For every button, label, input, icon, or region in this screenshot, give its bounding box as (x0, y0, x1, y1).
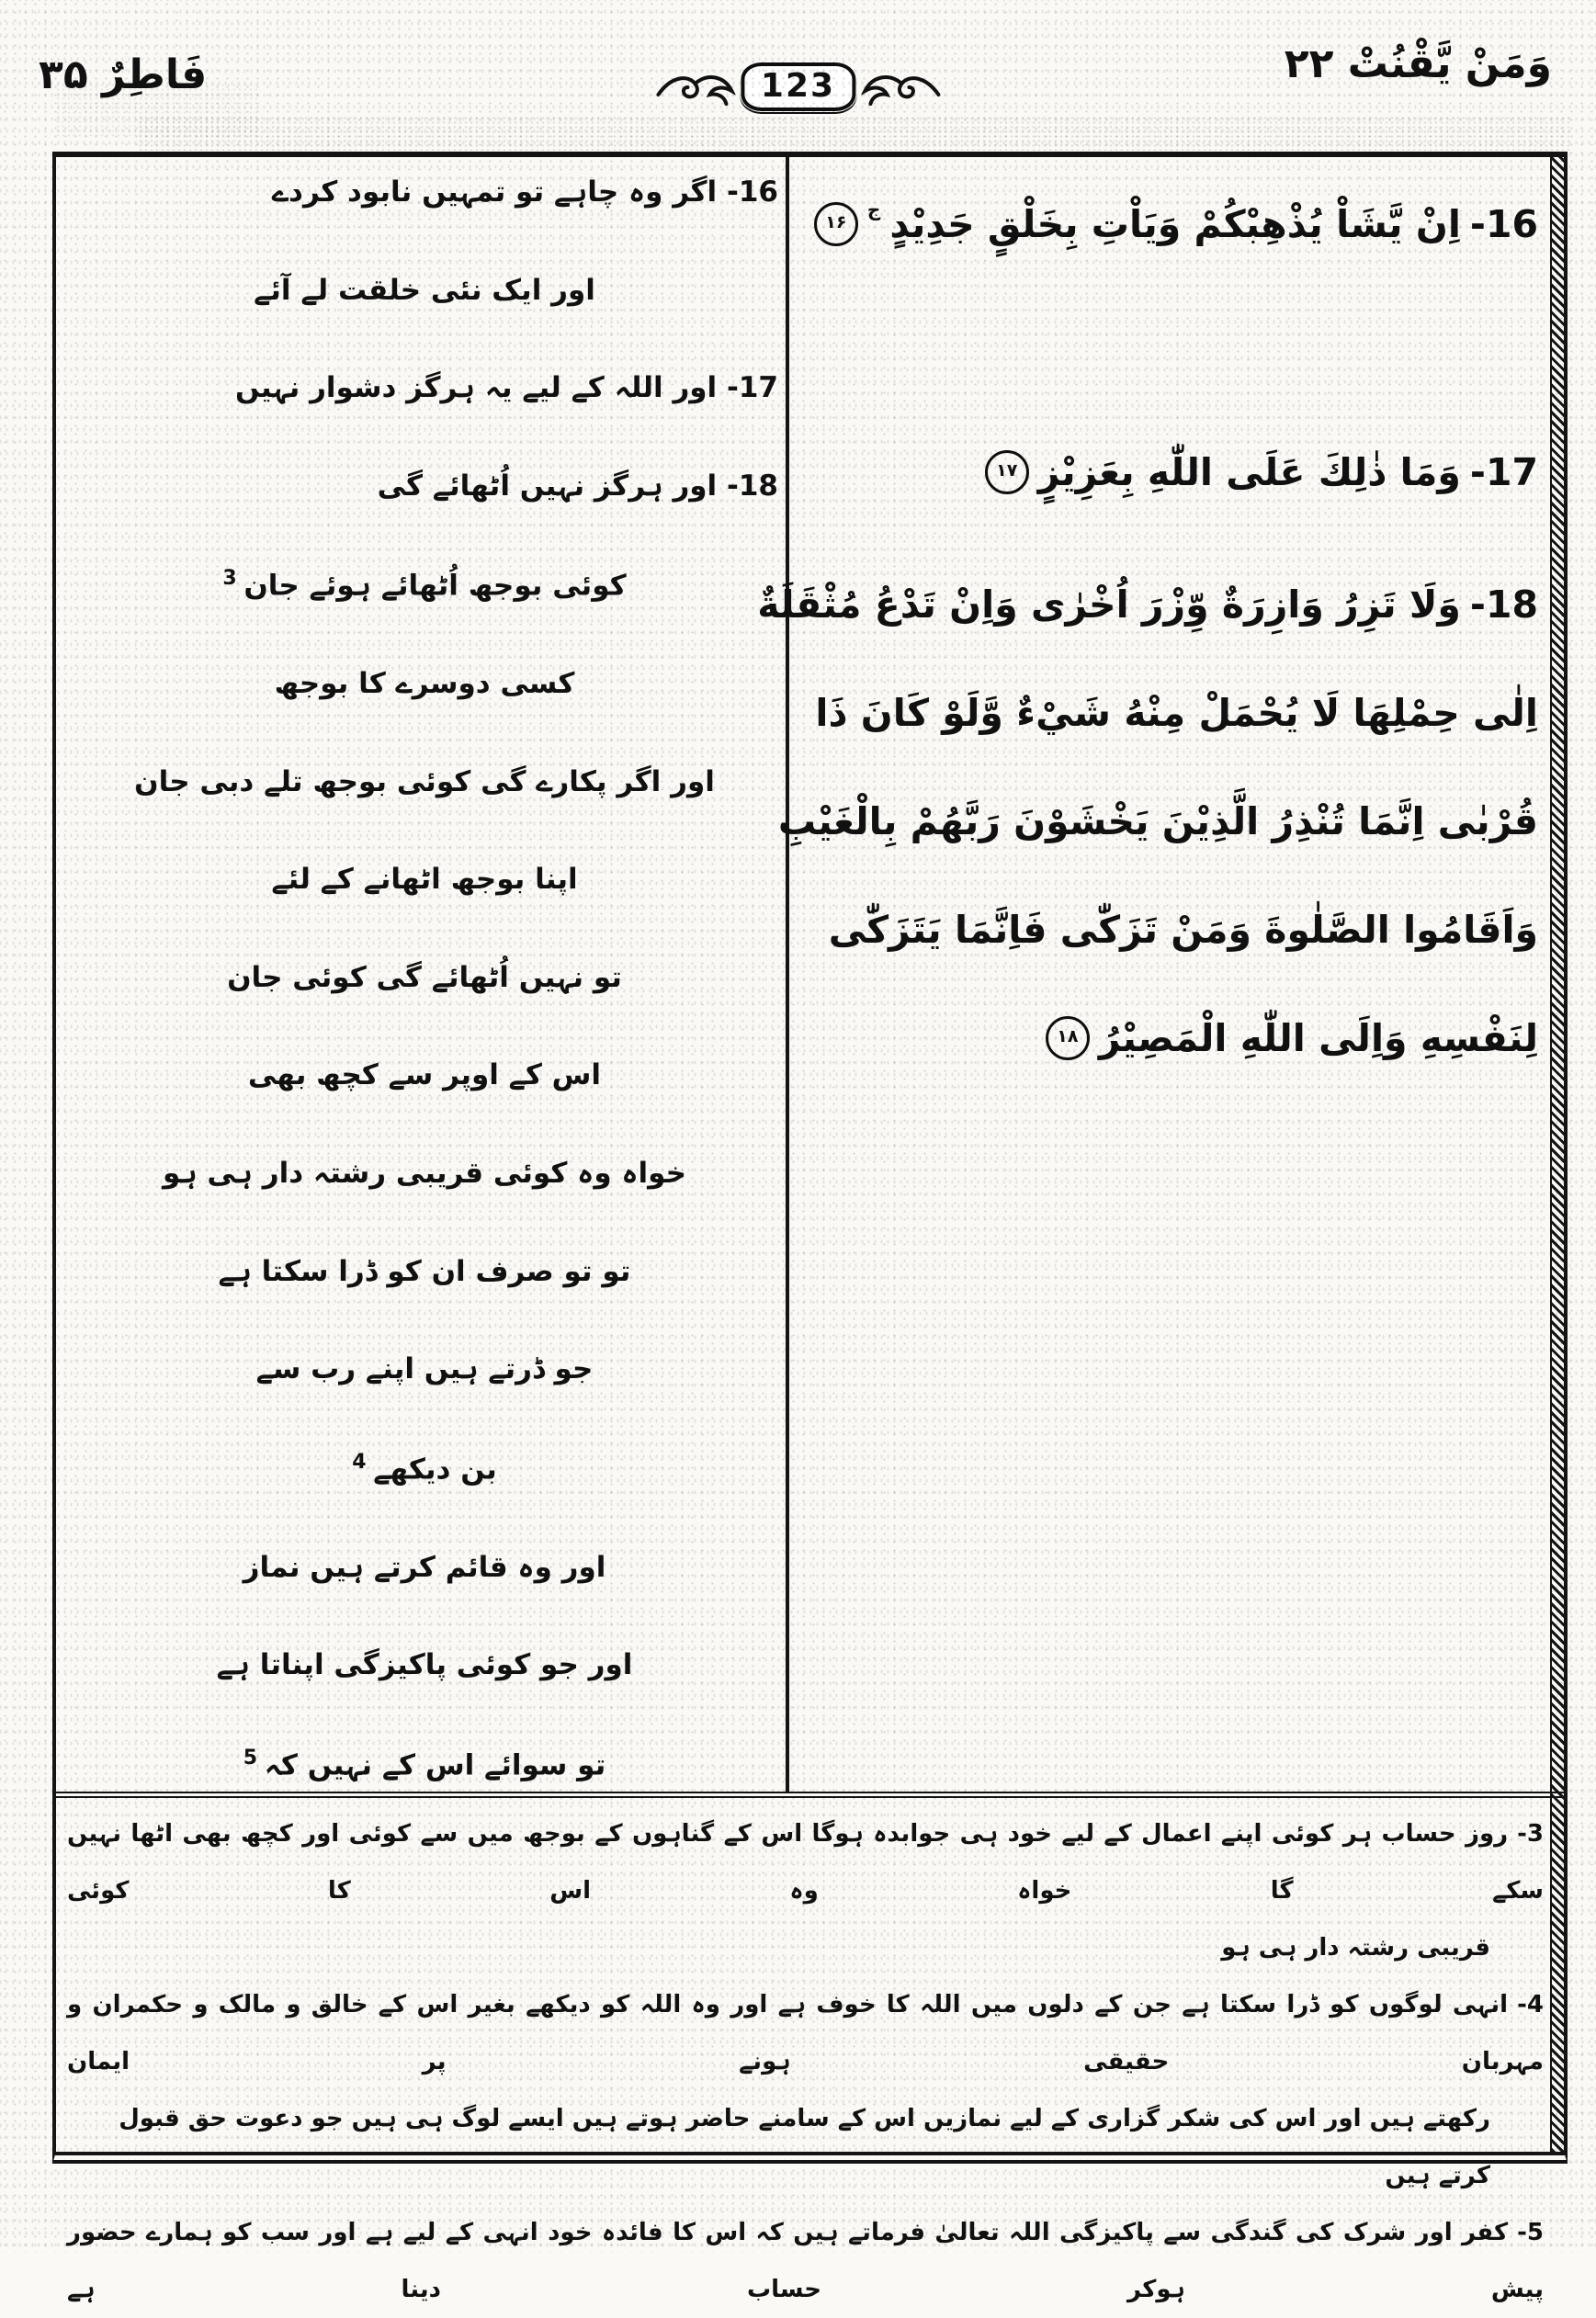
footnote-reference: 5 (243, 1746, 265, 1770)
verse-end-marker: ۱۸ (1046, 1016, 1090, 1060)
juz-title: وَمَنْ يَّقْنُتْ ۲۲ (1284, 40, 1552, 87)
urdu-translation-line: تو تو صرف ان کو ڈرا سکتا ہے (218, 1254, 631, 1288)
urdu-translation-line: بن دیکھے $^4$ (352, 1450, 497, 1486)
quran-verse-line: لِنَفْسِهِ وَاِلَى اللّٰهِ الْمَصِيْرُ ۱۸ (793, 984, 1538, 1092)
verse-number: 17- (717, 371, 778, 405)
quran-verse-line: اِلٰى حِمْلِهَا لَا يُحْمَلْ مِنْهُ شَيْءٌ وَّلَوْ كَانَ ذَا (815, 690, 1538, 735)
page-number-medallion (656, 62, 940, 111)
quran-verse (793, 170, 1538, 278)
verse-number: 18- (717, 469, 778, 503)
urdu-translation-line: تو نہیں اُٹھائے گی کوئی جان (227, 960, 622, 994)
urdu-translation-line: اس کے اوپر سے کچھ بھی (247, 1058, 602, 1092)
footnote-line: 5-کفر اور شرک کی گندگی سے پاکیزگی اللہ تعالیٰ فرماتے ہیں کہ اس کا فائدہ خود انہی کے لیے ہے اور سب کو ہمارے حضور پیش ہوکر حساب دینا ہے (67, 2219, 1544, 2303)
urdu-translation-line: اور اگر پکارے گی کوئی بوجھ تلے دبی جان (134, 764, 715, 798)
verse-number: 16- (1469, 201, 1538, 246)
urdu-translation-line: 16- اگر وہ چاہے تو تمہیں نابود کردے (271, 175, 778, 209)
verse-end-marker: ۱۶ (814, 202, 858, 246)
braided-border-icon (1550, 157, 1564, 2152)
footnote-line: رکھتے ہیں اور اس کی شکر گزاری کے لیے نمازیں اس کے سامنے حاضر ہوتے ہیں ایسے لوگ ہی ہیں جو دعوت حق قبول کرتے ہیں (119, 2105, 1490, 2189)
footnote (67, 1805, 1544, 1976)
footnote-line: 4-انہی لوگوں کو ڈرا سکتا ہے جن کے دلوں میں اللہ کا خوف ہے اور وہ اللہ کو دیکھے بغیر اس کے خالق و مالک و حکمران و مہربان حقیقی ہونے پر ایمان (67, 1991, 1544, 2075)
urdu-translation-line: 17- اور اللہ کے لیے یہ ہرگز دشوار نہیں (234, 371, 778, 405)
urdu-translation-line: اور ایک نئی خلقت لے آئے (254, 273, 595, 307)
floral-flourish-right-icon (656, 67, 735, 107)
quran-verse (793, 418, 1538, 526)
page-frame (52, 152, 1568, 2303)
footnote-reference: 3 (222, 567, 244, 591)
footnote-separator (56, 1792, 1564, 1798)
footnote-number: 5- (1517, 2219, 1544, 2246)
footnote (67, 1976, 1544, 2204)
floral-flourish-left-icon (861, 67, 940, 107)
footnote-number: 3- (1517, 1820, 1544, 1848)
urdu-translation-line: اور وہ قائم کرتے ہیں نماز (243, 1550, 606, 1584)
urdu-translation-line: کوئی بوجھ اُٹھائے ہوئے جان $^3$ (222, 567, 627, 603)
quran-verse-line: 16- اِنْ يَّشَاْ يُذْهِبْكُمْ وَيَاْتِ بِخَلْقٍ جَدِيْدٍ $^ج$ ۱۶ (793, 170, 1538, 278)
footnote-reference: 4 (352, 1450, 374, 1474)
urdu-translation-line: تو سوائے اس کے نہیں کہ $^5$ (243, 1746, 606, 1781)
quran-verse-line: 18- وَلَا تَزِرُ وَازِرَةٌ وِّزْرَ اُخْرٰى وَاِنْ تَدْعُ مُثْقَلَةٌ (757, 582, 1538, 627)
urdu-translation-line: خواہ وہ کوئی قریبی رشتہ دار ہی ہو (163, 1156, 686, 1190)
quran-verse-line: قُرْبٰى اِنَّمَا تُنْذِرُ الَّذِيْنَ يَخْشَوْنَ رَبَّهُمْ بِالْغَيْبِ (777, 798, 1538, 843)
surah-title: فَاطِرٌ ۳۵ (39, 51, 208, 98)
footnote (67, 2204, 1544, 2318)
verse-number: 18- (1469, 582, 1538, 627)
footnote-number: 4- (1517, 1991, 1544, 2018)
verse-end-marker: ۱۷ (985, 450, 1029, 494)
quran-verse (757, 550, 1538, 1092)
arabic-text-column (757, 170, 1538, 1787)
page-number: 123 (741, 62, 855, 111)
urdu-translation-column (67, 175, 782, 1781)
footnote-line: 3-روز حساب ہر کوئی اپنے اعمال کے لیے خود ہی جوابدہ ہوگا اس کے گناہوں کے بوجھ میں سے کوئی اور کچھ بھی اٹھا نہیں سکے گا خواہ وہ اس کا کوئی (67, 1820, 1544, 1905)
urdu-translation-line: جو ڈرتے ہیں اپنے رب سے (255, 1352, 594, 1386)
waqf-mark: ج (866, 198, 881, 220)
urdu-translation-line: 18- اور ہرگز نہیں اُٹھائے گی (377, 469, 778, 503)
verse-number: 16- (717, 175, 778, 209)
urdu-translation-line: اور جو کوئی پاکیزگی اپناتا ہے (216, 1648, 633, 1682)
urdu-translation-line: کسی دوسرے کا بوجھ (274, 667, 575, 701)
quran-verse-line: وَاَقَامُوا الصَّلٰوةَ وَمَنْ تَزَكّٰى فَاِنَّمَا يَتَزَكّٰى (828, 907, 1538, 952)
verse-number: 17- (1469, 449, 1538, 494)
column-divider (786, 157, 789, 1792)
scan-noise-band (138, 116, 1571, 151)
footnote-line: قریبی رشتہ دار ہی ہو (1221, 1934, 1490, 1962)
footnotes-section (67, 1805, 1544, 2318)
urdu-translation-line: اپنا بوجھ اٹھانے کے لئے (271, 863, 578, 897)
quran-verse-line: 17- وَمَا ذٰلِكَ عَلَى اللّٰهِ بِعَزِيْزٍ ۱۷ (793, 418, 1538, 526)
